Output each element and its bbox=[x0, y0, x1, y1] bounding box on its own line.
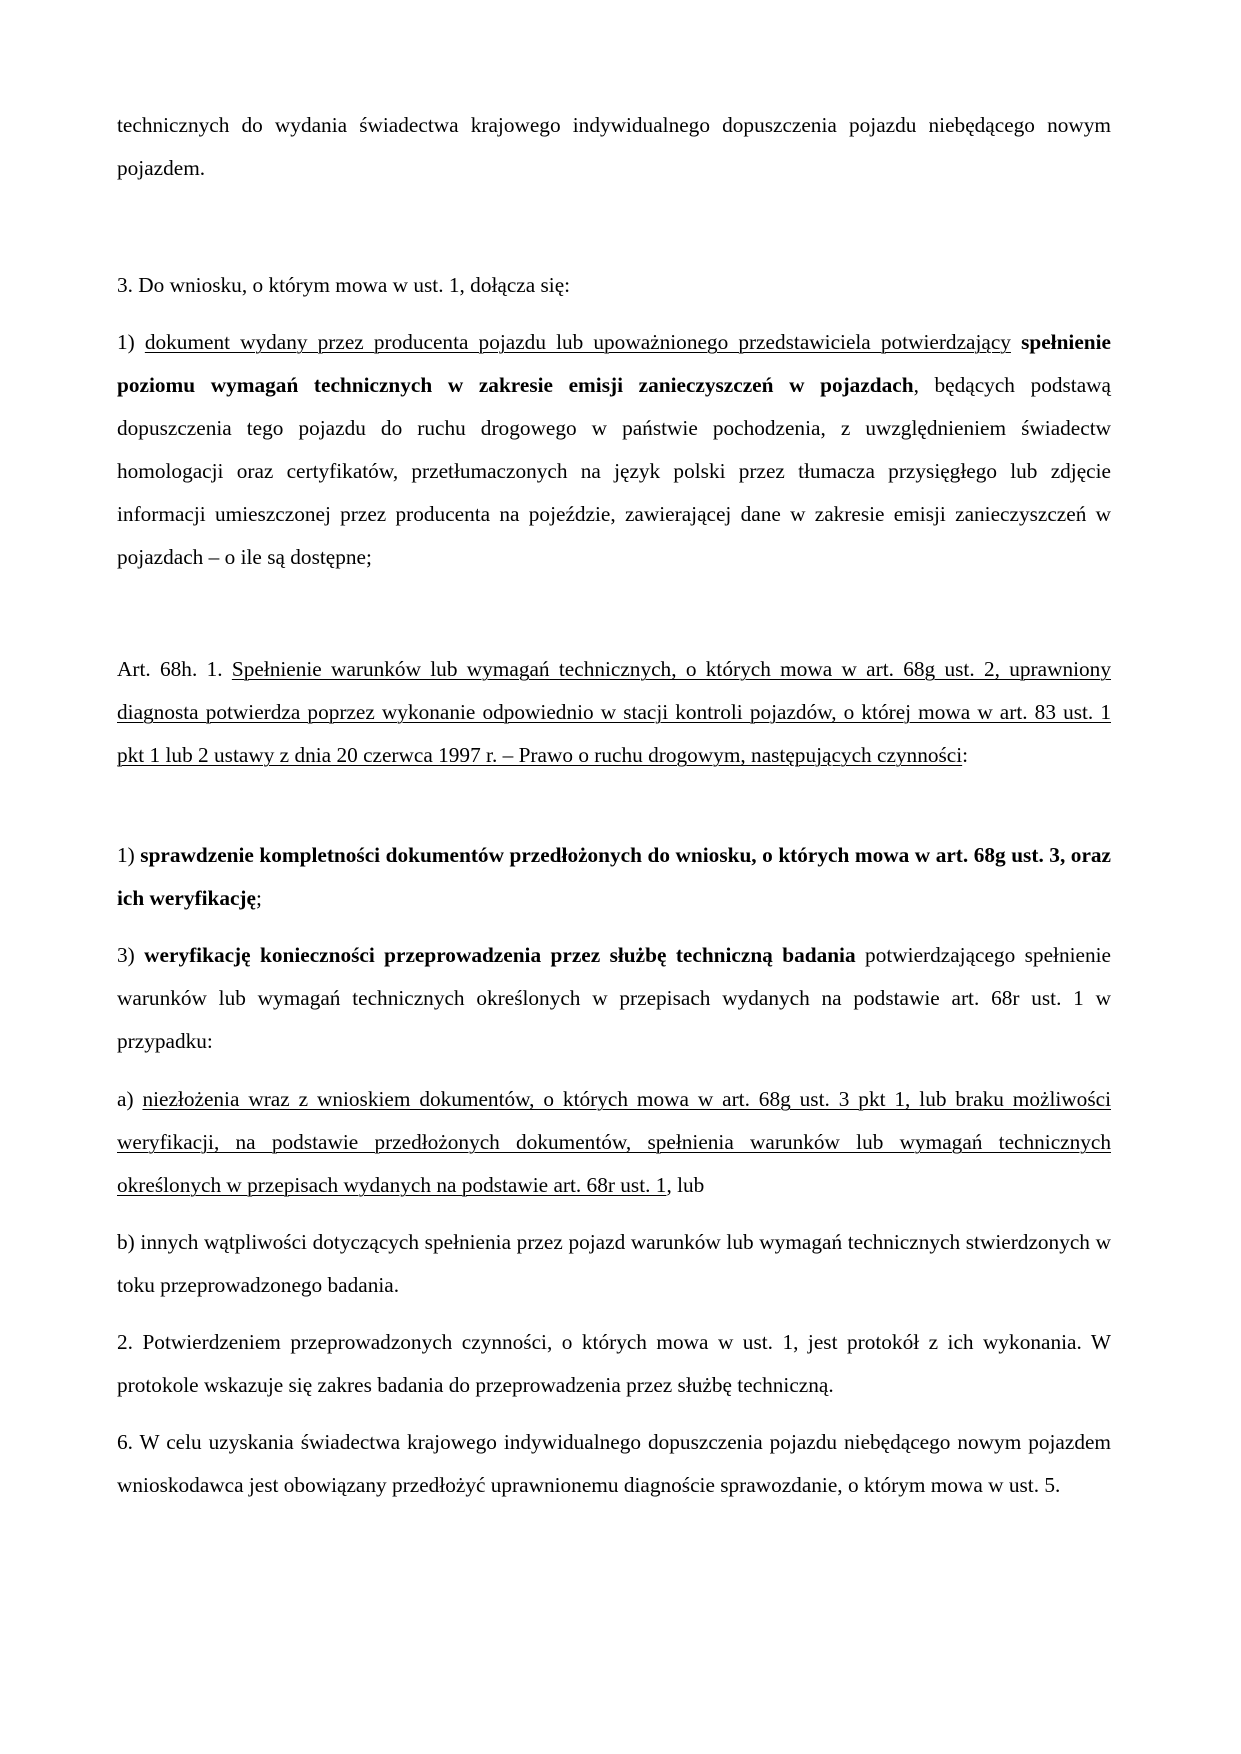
underlined-segment: dokument wydany przez producenta pojazdu lub upoważnionego przedstawiciela potwierdzający bbox=[144, 330, 1011, 354]
underlined-segment: niezłożenia wraz z wnioskiem dokumentów, o których mowa w art. 68g ust. 3 pkt 1, lub braku możliwości weryfikacji, na podstawie przedłożonych dokumentów, spełnienia warunków lub wymagań technicznych określonych w przepisach wydanych na podstawie art. 68r ust. 1 bbox=[117, 1087, 1111, 1197]
text-segment: : bbox=[962, 743, 969, 767]
text-segment: potwierdzającego spełnienie warunków lub wymagań technicznych określonych w przepisach wydanych na podstawie art. 68r ust. 1 w przypadku: bbox=[117, 943, 1111, 1053]
text-segment: a) bbox=[117, 1087, 143, 1111]
text-segment: 6. W celu uzyskania świadectwa krajowego indywidualnego dopuszczenia pojazdu niebędącego nowym pojazdem wnioskodawca jest obowiązany przedłożyć uprawnionemu diagnoście sprawozdanie, o którym mowa w ust. 5. bbox=[117, 1430, 1111, 1497]
text-segment: technicznych do wydania świadectwa krajowego indywidualnego dopuszczenia pojazdu niebędącego nowym pojazdem. bbox=[117, 113, 1111, 180]
paragraph-continuation bbox=[117, 104, 1111, 190]
text-segment: Art. 68h. 1. bbox=[117, 657, 232, 681]
paragraph-art-68h-pkt-3 bbox=[117, 934, 1111, 1063]
paragraph-ust-3 bbox=[117, 264, 1111, 307]
text-segment: ; bbox=[255, 886, 262, 910]
paragraph-lit-b bbox=[117, 1221, 1111, 1307]
text-segment: b) innych wątpliwości dotyczących spełnienia przez pojazd warunków lub wymagań technicznych stwierdzonych w toku przeprowadzonego badania. bbox=[117, 1230, 1111, 1297]
text-segment: , lub bbox=[666, 1173, 705, 1197]
bold-segment: spełnienie poziomu wymagań technicznych w zakresie emisji zanieczyszczeń w pojazdach bbox=[117, 330, 1111, 397]
paragraph-art-68h-pkt-1 bbox=[117, 834, 1111, 920]
text-segment bbox=[1011, 330, 1021, 354]
bold-segment: sprawdzenie kompletności dokumentów przedłożonych do wniosku, o których mowa w art. 68g ust. 3, oraz ich weryfikację bbox=[117, 843, 1111, 910]
text-segment: 2. Potwierdzeniem przeprowadzonych czynności, o których mowa w ust. 1, jest protokół z ich wykonania. W protokole wskazuje się zakres badania do przeprowadzenia przez służbę techniczną. bbox=[117, 1330, 1111, 1397]
paragraph-art-68h bbox=[117, 648, 1111, 777]
bold-segment: weryfikację konieczności przeprowadzenia przez służbę techniczną badania bbox=[144, 943, 856, 967]
paragraph-ust-3-pkt-1 bbox=[117, 321, 1111, 579]
text-segment: 1) bbox=[117, 330, 145, 354]
text-segment: , będących podstawą dopuszczenia tego pojazdu do ruchu drogowego w państwie pochodzenia, z uwzględnieniem świadectw homologacji oraz certyfikatów, przetłumaczonych na język polski przez tłumacza przysięgłego lub zdjęcie informacji umieszczonej przez producenta na pojeździe, zawierającej dane w zakresie emisji zanieczyszczeń w pojazdach – o ile są dostępne; bbox=[117, 373, 1112, 569]
underlined-segment: Spełnienie warunków lub wymagań technicznych, o których mowa w art. 68g ust. 2, uprawniony diagnosta potwierdza poprzez wykonanie odpowiednio w stacji kontroli pojazdów, o której mowa w art. 83 ust. 1 pkt 1 lub 2 ustawy z dnia 20 czerwca 1997 r. – Prawo o ruchu drogowym, następujących czynności bbox=[117, 657, 1111, 767]
paragraph-lit-a bbox=[117, 1078, 1111, 1207]
text-segment: 1) bbox=[117, 843, 141, 867]
paragraph-ust-2 bbox=[117, 1321, 1111, 1407]
text-segment: 3. Do wniosku, o którym mowa w ust. 1, dołącza się: bbox=[117, 273, 571, 297]
paragraph-ust-6 bbox=[117, 1421, 1111, 1507]
text-segment: 3) bbox=[117, 943, 145, 967]
